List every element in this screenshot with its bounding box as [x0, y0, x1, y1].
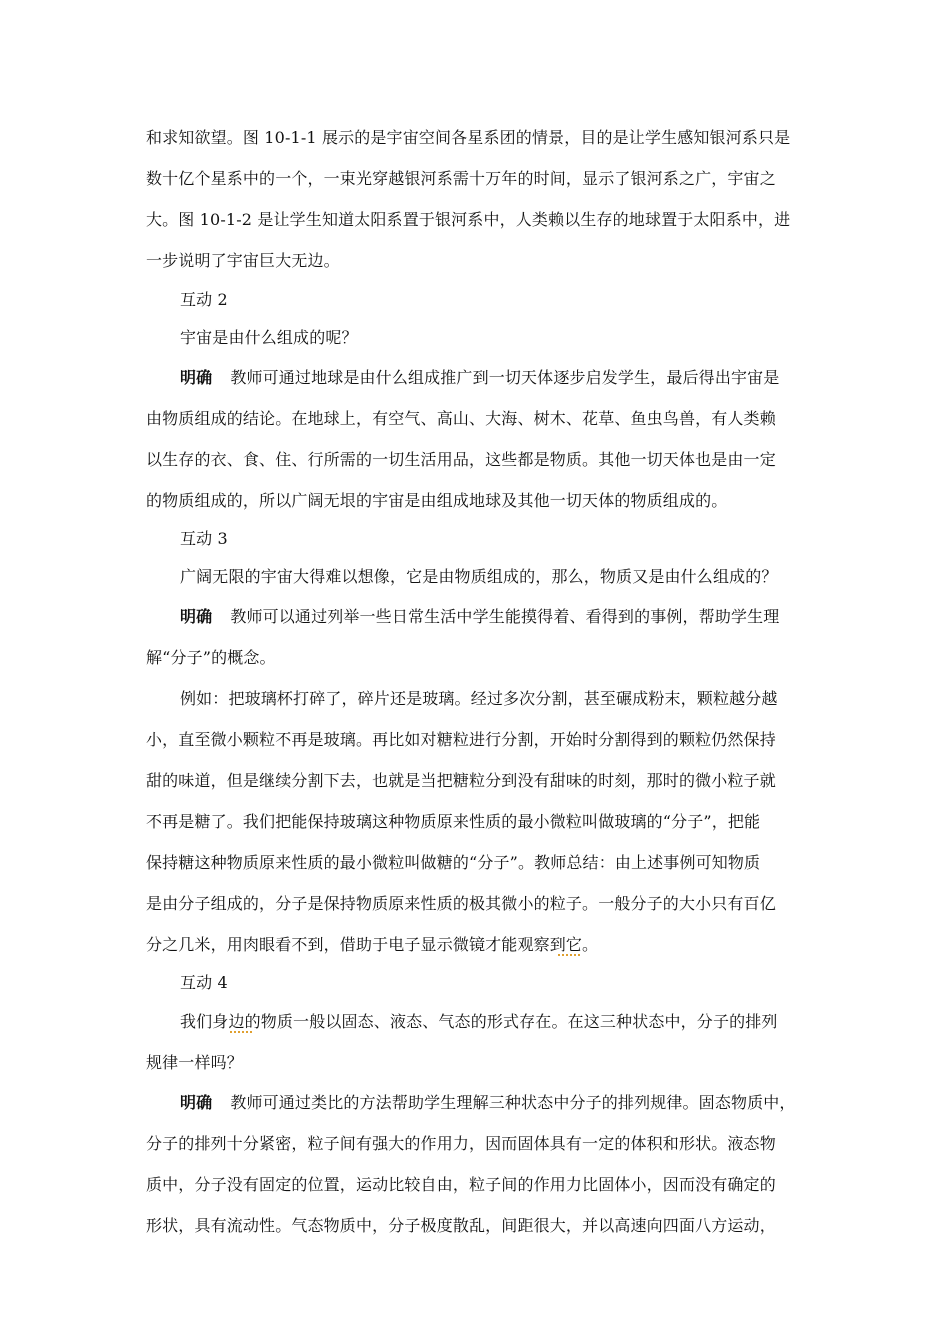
- paragraph-line: 保持糖这种物质原来性质的最小微粒叫做糖的“分子”。教师总结：由上述事例可知物质: [146, 853, 761, 872]
- section-heading: 互动 3: [180, 529, 228, 548]
- paragraph-line: 的物质组成的，所以广阔无垠的宇宙是由组成地球及其他一切天体的物质组成的。: [146, 491, 728, 510]
- paragraph-line: 甜的味道，但是继续分割下去，也就是当把糖粒分到没有甜味的时刻，那时的微小粒子就: [146, 771, 776, 790]
- question-text: 宇宙是由什么组成的呢？: [180, 328, 358, 347]
- paragraph-line: 例如：把玻璃杯打碎了，碎片还是玻璃。经过多次分割，甚至碾成粉末，颗粒越分越: [180, 689, 778, 708]
- proofreading-mark: [558, 950, 580, 956]
- paragraph-line: 由物质组成的结论。在地球上，有空气、高山、大海、树木、花草、鱼虫鸟兽，有人类赖: [146, 409, 776, 428]
- question-text: 规律一样吗？: [146, 1053, 243, 1072]
- paragraph-line: 小，直至微小颗粒不再是玻璃。再比如对糖粒进行分割，开始时分割得到的颗粒仍然保持: [146, 730, 776, 749]
- paragraph-line: 分子的排列十分紧密，粒子间有强大的作用力，因而固体具有一定的体积和形状。液态物: [146, 1134, 776, 1153]
- question-text: 我们身边的物质一般以固态、液态、气态的形式存在。在这三种状态中，分子的排列: [180, 1012, 778, 1031]
- section-heading: 互动 2: [180, 290, 228, 309]
- paragraph-line: 大。图 10-1-2 是让学生知道太阳系置于银河系中，人类赖以生存的地球置于太阳系中，进: [146, 210, 791, 229]
- answer-line: [180, 1093, 796, 1113]
- proofreading-mark: [230, 1027, 252, 1033]
- paragraph-line: 一步说明了宇宙巨大无边。: [146, 251, 340, 270]
- answer-text: 教师可通过类比的方法帮助学生理解三种状态中分子的排列规律。固态物质中，: [230, 1093, 796, 1112]
- question-text: 广阔无限的宇宙大得难以想像，它是由物质组成的，那么，物质又是由什么组成的？: [180, 567, 778, 586]
- paragraph-line: 分之几米，用肉眼看不到，借助于电子显示微镜才能观察到它。: [146, 935, 599, 954]
- paragraph-line: 质中，分子没有固定的位置，运动比较自由，粒子间的作用力比固体小，因而没有确定的: [146, 1175, 776, 1194]
- paragraph-line: 形状，具有流动性。气态物质中，分子极度散乱，间距很大，并以高速向四面八方运动，: [146, 1216, 776, 1235]
- answer-text: 教师可通过地球是由什么组成推广到一切天体逐步启发学生，最后得出宇宙是: [230, 368, 780, 387]
- ming-que-label: 明确: [180, 368, 213, 387]
- answer-text: 教师可以通过列举一些日常生活中学生能摸得着、看得到的事例，帮助学生理: [230, 607, 780, 626]
- answer-line: [180, 607, 779, 627]
- ming-que-label: 明确: [180, 1093, 213, 1112]
- paragraph-line: 和求知欲望。图 10-1-1 展示的是宇宙空间各星系团的情景，目的是让学生感知银河系只是: [146, 128, 791, 147]
- answer-line: [180, 368, 779, 388]
- paragraph-line: 不再是糖了。我们把能保持玻璃这种物质原来性质的最小微粒叫做玻璃的“分子”，把能: [146, 812, 761, 831]
- paragraph-line: 是由分子组成的，分子是保持物质原来性质的极其微小的粒子。一般分子的大小只有百亿: [146, 894, 776, 913]
- paragraph-line: 数十亿个星系中的一个，一束光穿越银河系需十万年的时间，显示了银河系之广，宇宙之: [146, 169, 776, 188]
- section-heading: 互动 4: [180, 973, 228, 992]
- paragraph-line: 以生存的衣、食、住、行所需的一切生活用品，这些都是物质。其他一切天体也是由一定: [146, 450, 776, 469]
- paragraph-line: 解“分子”的概念。: [146, 648, 276, 667]
- ming-que-label: 明确: [180, 607, 213, 626]
